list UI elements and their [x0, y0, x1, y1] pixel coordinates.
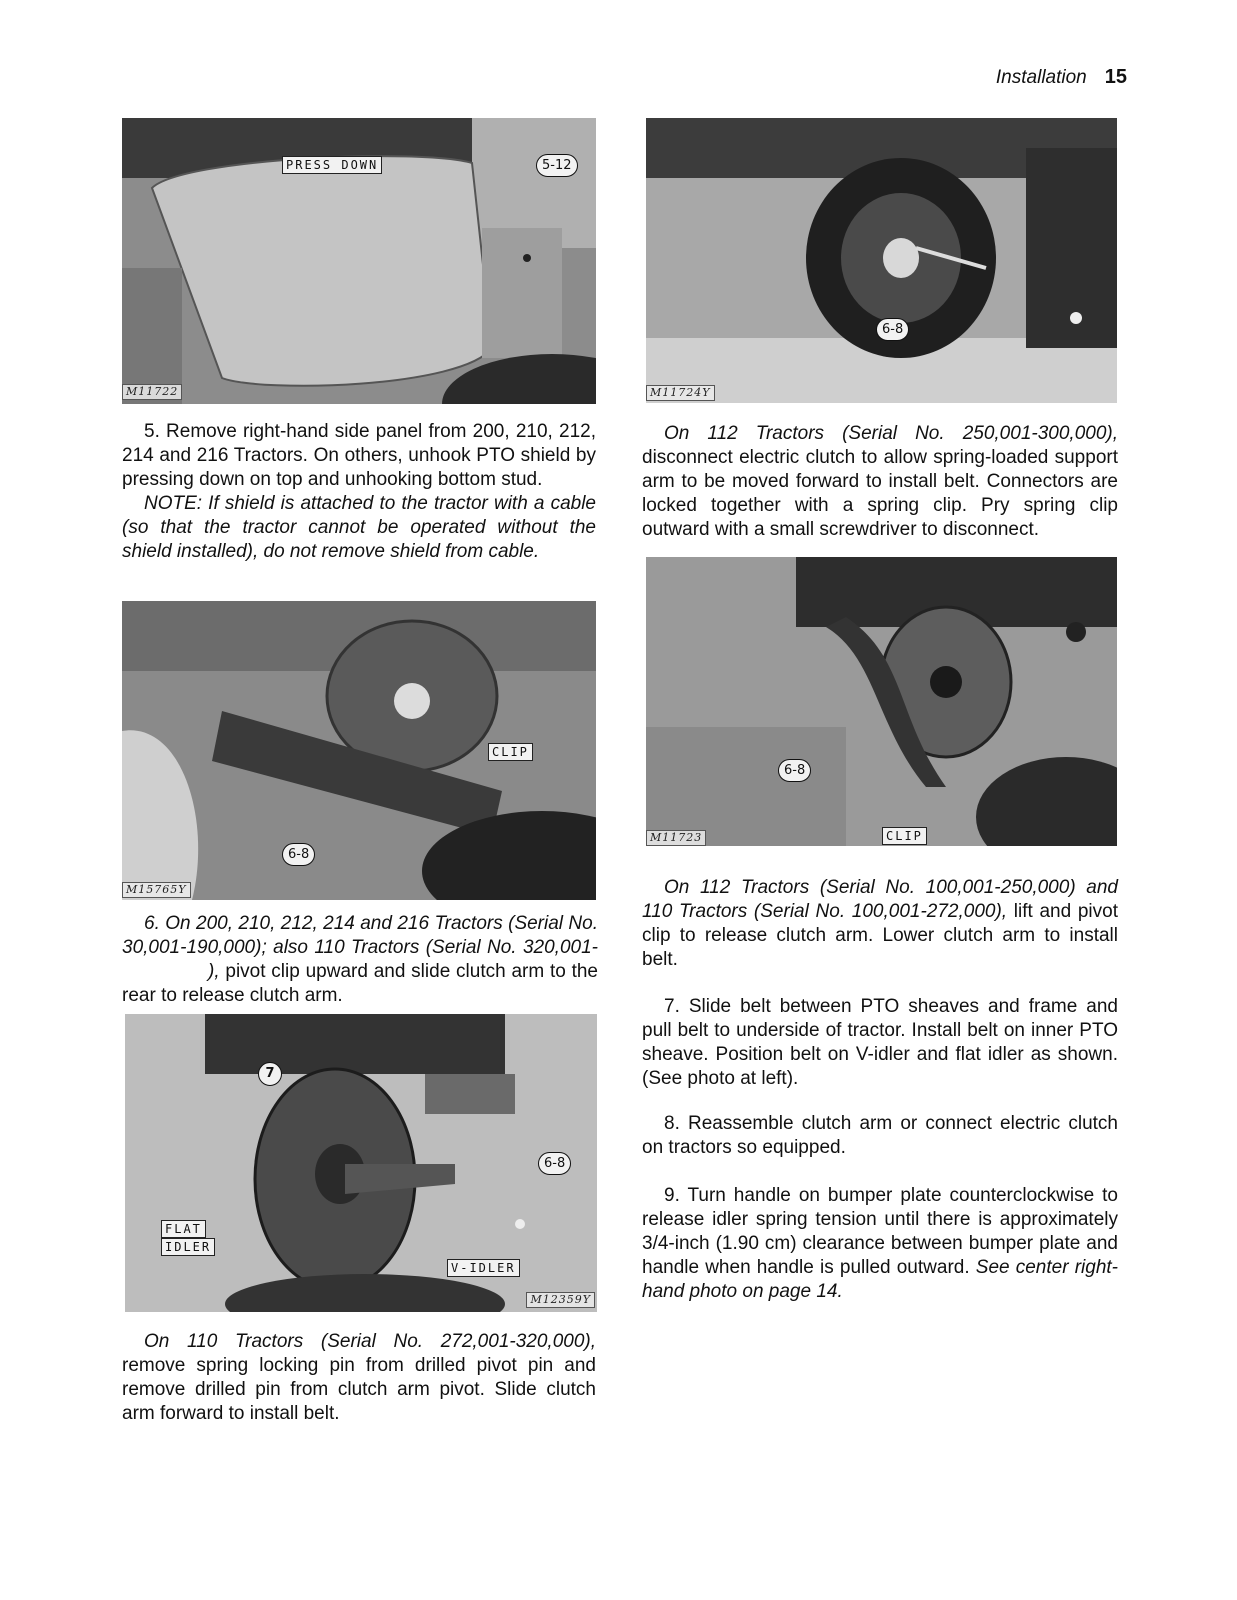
photo-code: M11724Y	[646, 385, 715, 401]
step8-block	[642, 1112, 1118, 1160]
step7-text: 7. Slide belt between PTO sheaves and frame and pull belt to underside of tractor. Install belt on inner PTO sheave. Position belt on V-idler and flat idler as shown. (See photo at left).	[642, 996, 1118, 1089]
t112b-italic: On 112 Tractors (Serial No. 100,001-250,000) and 110 Tractors (Serial No. 100,001-272,000),	[642, 877, 1118, 922]
page-header	[996, 66, 1127, 89]
t112b-block	[642, 876, 1118, 972]
page-number: 15	[1104, 66, 1127, 88]
t110-text	[122, 1330, 596, 1426]
callout-6-8: 6-8	[778, 759, 811, 782]
flat-label: FLAT	[161, 1220, 206, 1238]
photo-code: M15765Y	[122, 882, 191, 898]
step8-text: 8. Reassemble clutch arm or connect electric clutch on tractors so equipped.	[642, 1113, 1118, 1158]
pivot-clip-illustration	[646, 557, 1117, 846]
step9-block	[642, 1184, 1118, 1304]
t110-italic: On 110 Tractors (Serial No. 272,001-320,000),	[144, 1331, 596, 1352]
step9-text	[642, 1184, 1118, 1304]
photo-electric-clutch	[646, 118, 1117, 403]
note-text: NOTE: If shield is attached to the tractor with a cable (so that the tractor cannot be operated without the shield installed), do not remove shield from cable.	[122, 493, 596, 562]
photo-pto-shield	[122, 118, 596, 404]
step6-italic: 6. On 200, 210, 212, 214 and 216 Tractors (Serial No. 30,001-190,000); also 110 Tractors (Serial No. 320,001-	[122, 913, 598, 958]
belt-routing-illustration	[125, 1014, 597, 1312]
t110-block	[122, 1330, 596, 1426]
t112a-rest: disconnect electric clutch to allow spring-loaded support arm to be moved forward to install belt. Connectors are locked together with a spring clip. Pry spring clip outward with a small screwdriver to disconnect.	[642, 447, 1118, 540]
photo-code: M11722	[122, 384, 182, 400]
step6-gap: ),	[208, 961, 220, 982]
t112a-text	[642, 422, 1118, 542]
v-idler-label: V-IDLER	[447, 1259, 520, 1277]
idler-label: IDLER	[161, 1238, 215, 1256]
photo-code: M12359Y	[526, 1292, 595, 1308]
photo-belt-routing	[125, 1014, 597, 1312]
callout-5-12: 5-12	[536, 154, 578, 177]
t112a-block	[642, 422, 1118, 542]
step6-rest: pivot clip upward and slide clutch arm to the rear to release clutch arm.	[122, 961, 598, 1006]
callout-6-8: 6-8	[876, 318, 909, 341]
press-down-label: PRESS DOWN	[282, 156, 382, 174]
step6-text	[122, 912, 598, 1008]
t110-rest: remove spring locking pin from drilled pivot pin and remove drilled pin from clutch arm pivot. Slide clutch arm forward to install belt.	[122, 1355, 596, 1424]
photo-pivot-clip	[646, 557, 1117, 846]
step5-text: 5. Remove right-hand side panel from 200, 210, 212, 214 and 216 Tractors. On others, unhook PTO shield by pressing down on top and unhooking bottom stud.	[122, 421, 596, 490]
t112b-text	[642, 876, 1118, 972]
electric-clutch-illustration	[646, 118, 1117, 403]
clip-label: CLIP	[882, 827, 927, 845]
t112b-rest: lift and pivot clip to release clutch arm. Lower clutch arm to install belt.	[642, 901, 1119, 970]
step9-italic: See center right-hand photo on page 14.	[642, 1257, 1118, 1302]
step9-plain: 9. Turn handle on bumper plate counterclockwise to release idler spring tension until there is approximately 3/4-inch (1.90 cm) clearance between bumper plate and handle when handle is pulled outward.	[642, 1185, 1118, 1278]
callout-6-8: 6-8	[282, 843, 315, 866]
photo-clutch-arm-clip	[122, 601, 596, 900]
section-title: Installation	[995, 67, 1087, 88]
callout-6-8: 6-8	[538, 1152, 571, 1175]
step5-block	[122, 420, 596, 564]
t112a-italic: On 112 Tractors (Serial No. 250,001-300,000),	[664, 423, 1118, 444]
clip-label: CLIP	[488, 743, 533, 761]
step6-block	[122, 912, 598, 1008]
step7-block	[642, 995, 1118, 1091]
photo-code: M11723	[646, 830, 706, 846]
callout-7: 7	[258, 1062, 282, 1086]
